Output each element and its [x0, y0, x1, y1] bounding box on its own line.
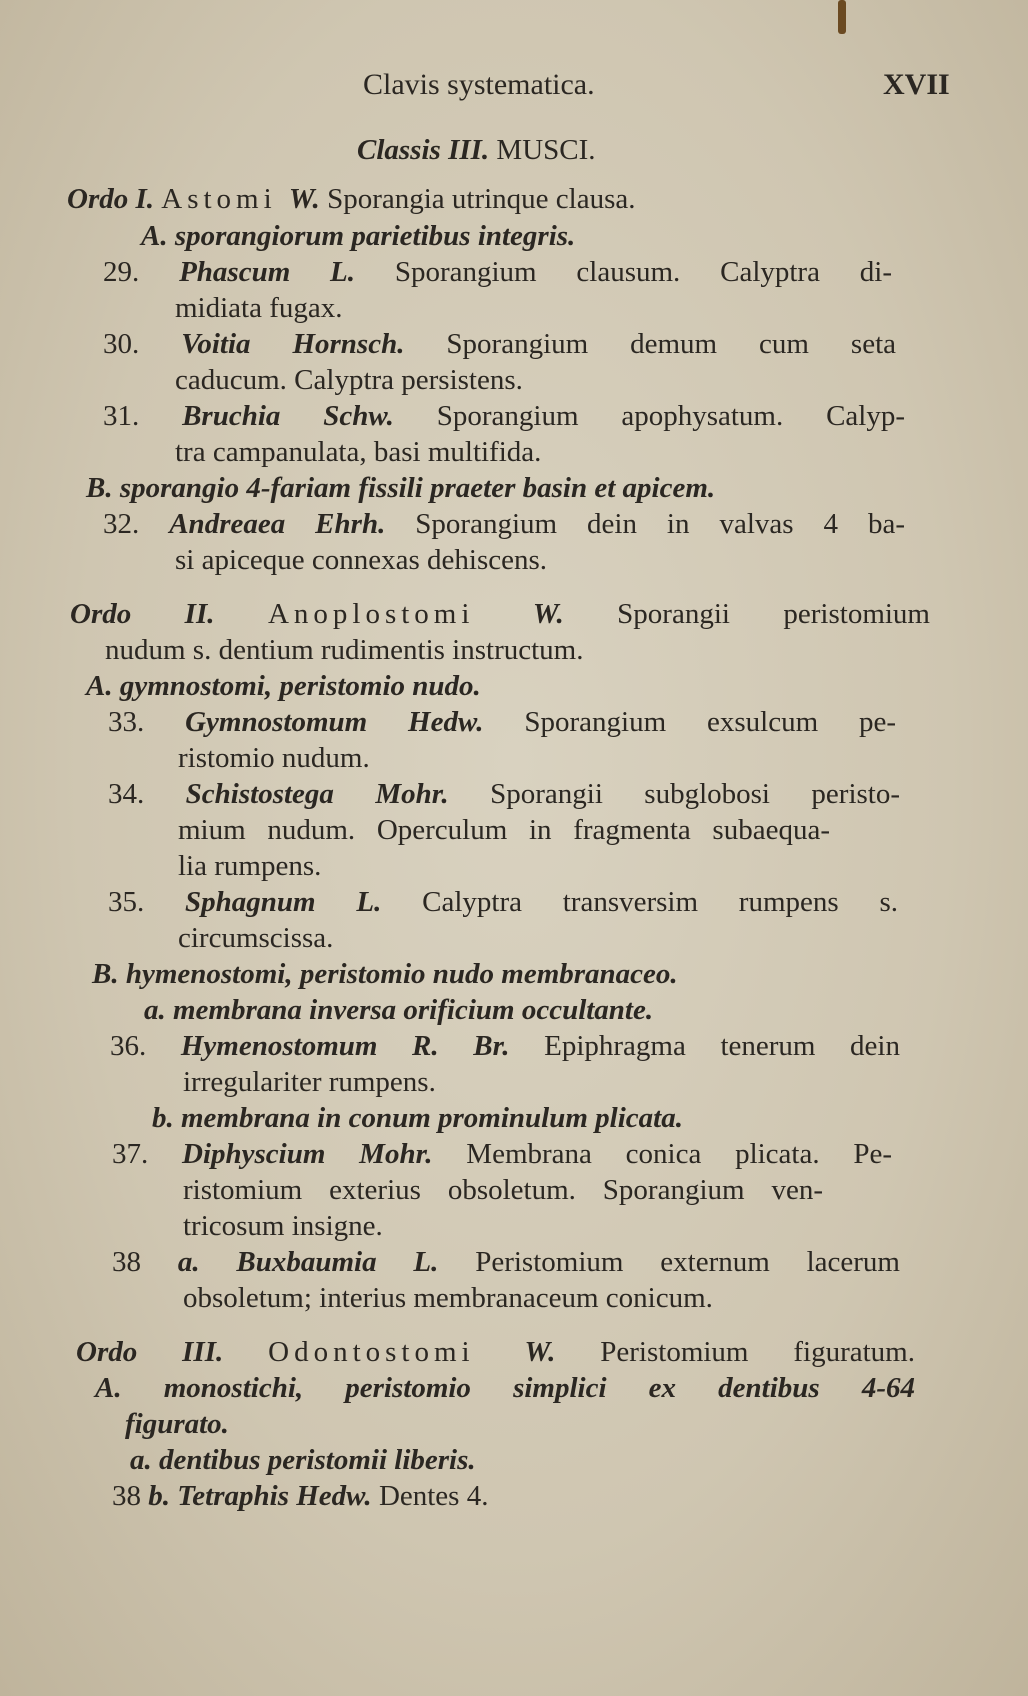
italic-text: Bruchia Schw.	[182, 400, 437, 432]
text-line	[95, 1371, 915, 1405]
text-segment: 38	[112, 1246, 141, 1278]
text-segment: circumscissa.	[178, 922, 334, 954]
text-line	[152, 1101, 683, 1135]
text-segment: irregulariter rumpens.	[183, 1066, 436, 1098]
text-segment: midiata fugax.	[175, 292, 343, 324]
italic-text: Gymnostomum Hedw.	[185, 706, 525, 738]
spaced-taxon-name: Astomi	[161, 183, 289, 215]
text-line	[130, 1443, 476, 1477]
text-segment: 38	[112, 1480, 141, 1512]
text-segment: 36.	[110, 1030, 181, 1062]
text-segment: 31.	[103, 400, 183, 432]
text-segment: 37.	[112, 1138, 183, 1170]
text-segment: ristomio nudum.	[178, 742, 370, 774]
italic-text: Phascum L.	[179, 256, 395, 288]
italic-text: a. dentibus peristomii liberis.	[130, 1444, 476, 1476]
text-segment: 33.	[108, 706, 186, 738]
text-line	[103, 399, 905, 433]
italic-text: B. hymenostomi, peristomio nudo membranaceo.	[92, 958, 678, 990]
italic-text: b. Tetraphis Hedw.	[148, 1480, 379, 1512]
italic-text: Ordo II.	[70, 598, 268, 630]
italic-text: Sphagnum L.	[185, 886, 423, 918]
text-line	[103, 327, 896, 361]
text-line	[175, 363, 523, 397]
text-line	[86, 471, 715, 505]
text-segment: Sporangium apophysatum. Calyp-	[436, 400, 906, 432]
italic-text: B. sporangio 4-fariam fissili praeter basin et apicem.	[86, 472, 716, 504]
italic-text: Schistostega Mohr.	[185, 778, 491, 810]
italic-text: W.	[532, 598, 618, 630]
italic-text: W.	[524, 1336, 601, 1368]
text-line	[112, 1137, 892, 1171]
text-segment: 30.	[103, 328, 182, 360]
italic-text: b. membrana in conum prominulum plicata.	[152, 1102, 683, 1134]
text-line	[112, 1245, 900, 1279]
italic-text: Hymenostomum R. Br.	[180, 1030, 545, 1062]
italic-text: a. Buxbaumia L.	[177, 1246, 476, 1278]
text-segment: Sporangium exsulcum pe-	[524, 706, 897, 738]
text-segment: 34.	[108, 778, 186, 810]
text-segment: 35.	[108, 886, 186, 918]
text-line	[357, 133, 596, 167]
italic-text: Voitia Hornsch.	[181, 328, 447, 360]
spaced-taxon-name: Anoplostomi	[267, 598, 533, 630]
text-line	[175, 543, 547, 577]
text-line	[175, 291, 343, 325]
text-line	[70, 597, 930, 631]
text-line	[178, 813, 830, 847]
text-segment: Peristomium figuratum.	[600, 1336, 915, 1368]
text-segment: caducum. Calyptra persistens.	[175, 364, 523, 396]
text-line	[178, 921, 333, 955]
text-segment: nudum s. dentium rudimentis instructum.	[105, 634, 584, 666]
text-line	[183, 1173, 823, 1207]
italic-text: A. monostichi, peristomio simplici ex dentibus 4-64	[95, 1372, 915, 1404]
italic-text: a. membrana inversa orificium occultante.	[144, 994, 654, 1026]
text-segment: Sporangia utrinque clausa.	[327, 183, 636, 215]
text-segment: Sporangium clausum. Calyptra di-	[394, 256, 892, 288]
text-line	[76, 1335, 915, 1369]
text-line	[178, 741, 370, 775]
spaced-taxon-name: Odontostomi	[268, 1336, 525, 1368]
paper-stain	[838, 0, 846, 34]
text-segment: 29.	[103, 256, 180, 288]
text-line	[105, 633, 583, 667]
text-line	[112, 1479, 488, 1513]
italic-text: Diphyscium Mohr.	[182, 1138, 467, 1170]
italic-text: Ordo III.	[76, 1336, 269, 1368]
text-segment: Calyptra transversim rumpens s.	[422, 886, 898, 918]
text-segment: si apiceque connexas dehiscens.	[175, 544, 548, 576]
text-segment: Sporangii subglobosi peristo-	[490, 778, 900, 810]
text-line	[178, 849, 321, 883]
text-line	[183, 1065, 436, 1099]
italic-text: Classis III.	[357, 134, 497, 166]
italic-text: figurato.	[125, 1408, 229, 1440]
text-segment: lia rumpens.	[178, 850, 322, 882]
text-segment: Dentes 4.	[378, 1480, 489, 1512]
text-segment: tra campanulata, basi multifida.	[175, 436, 542, 468]
text-line	[103, 507, 905, 541]
italic-text: Ordo I.	[67, 183, 162, 215]
text-segment: tricosum insigne.	[183, 1210, 383, 1242]
text-segment: Sporangii peristomium	[617, 598, 930, 630]
text-line	[110, 1029, 900, 1063]
text-segment: Peristomium externum lacerum	[475, 1246, 900, 1278]
text-line	[86, 669, 481, 703]
text-line	[67, 182, 636, 216]
text-line	[175, 435, 541, 469]
italic-text: Andreaea Ehrh.	[169, 508, 416, 540]
text-line	[144, 993, 653, 1027]
text-line	[141, 219, 575, 253]
text-segment: mium nudum. Operculum in fragmenta subaequa-	[178, 814, 830, 846]
text-segment: MUSCI.	[496, 134, 596, 166]
text-segment: Sporangium demum cum seta	[446, 328, 897, 360]
text-line	[183, 1209, 383, 1243]
text-line	[108, 777, 900, 811]
text-segment: Epiphragma tenerum dein	[544, 1030, 900, 1062]
text-line	[92, 957, 678, 991]
text-segment: Sporangium dein in valvas 4 ba-	[415, 508, 906, 540]
text-line	[183, 1281, 713, 1315]
text-line	[103, 255, 892, 289]
text-segment: 32.	[103, 508, 170, 540]
italic-text: W.	[288, 183, 328, 215]
running-head-title: Clavis systematica.	[363, 68, 595, 101]
italic-text: A. sporangiorum parietibus integris.	[141, 220, 576, 252]
text-segment: ristomium exterius obsoletum. Sporangium ven-	[183, 1174, 823, 1206]
text-line	[108, 885, 898, 919]
italic-text: A. gymnostomi, peristomio nudo.	[86, 670, 481, 702]
text-segment: obsoletum; interius membranaceum conicum.	[183, 1282, 713, 1314]
text-line	[108, 705, 896, 739]
text-segment: Membrana conica plicata. Pe-	[466, 1138, 893, 1170]
text-line	[125, 1407, 229, 1441]
page-number: XVII	[883, 68, 950, 101]
